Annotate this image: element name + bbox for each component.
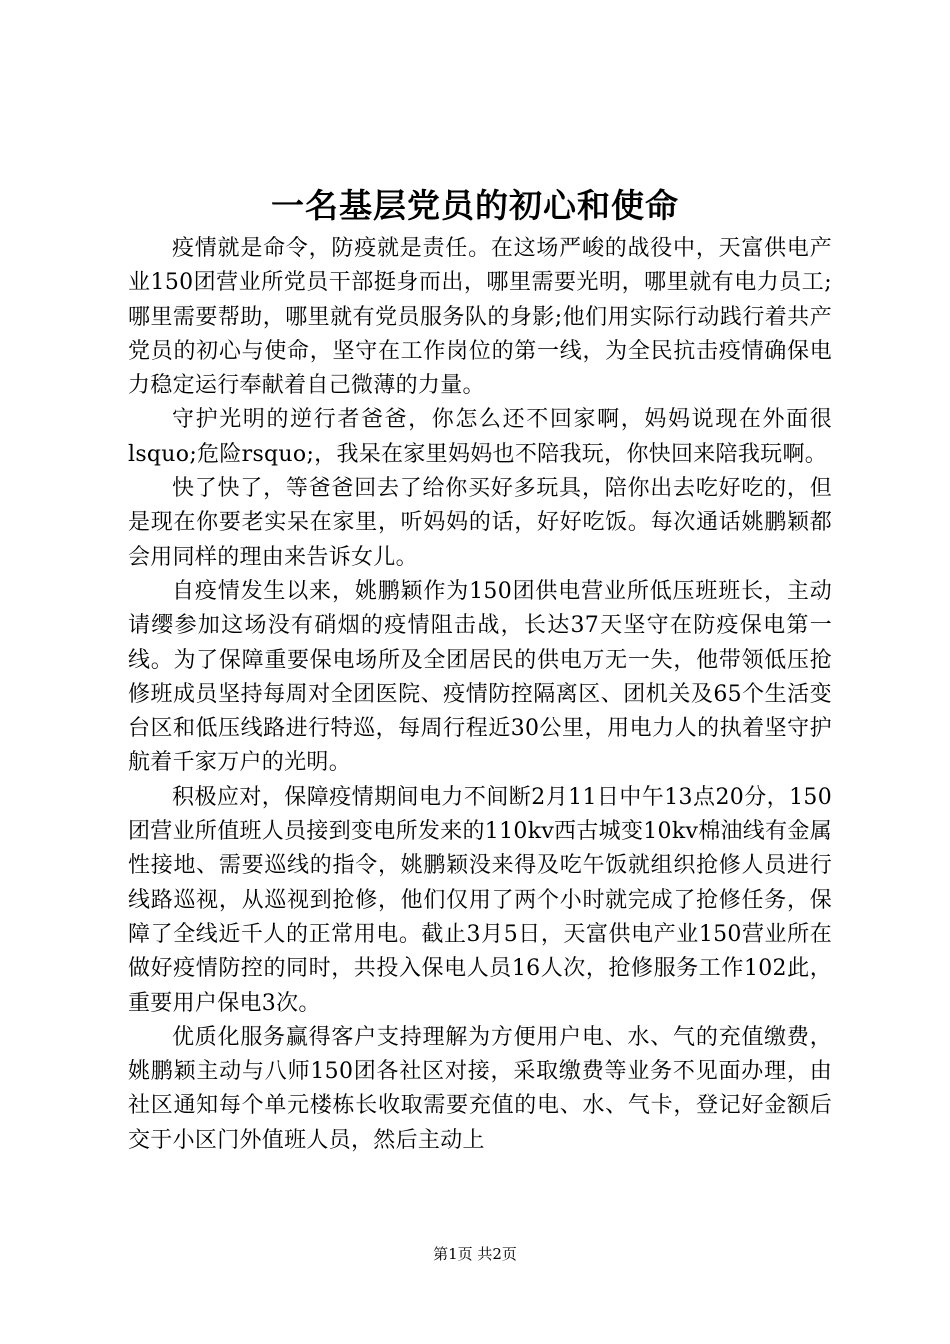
page-footer: 第1页 共2页: [433, 1245, 517, 1263]
paragraph: 守护光明的逆行者爸爸，你怎么还不回家啊，妈妈说现在外面很lsquo;危险rsquo;，我呆在家里妈妈也不陪我玩，你快回来陪我玩啊。: [128, 407, 832, 467]
paragraph: 疫情就是命令，防疫就是责任。在这场严峻的战役中，天富供电产业150团营业所党员干部挺身而出，哪里需要光明，哪里就有电力员工;哪里需要帮助，哪里就有党员服务队的身影;他们用实际行动践行着共产党员的初心与使命，坚守在工作岗位的第一线，为全民抗击疫情确保电力稳定运行奉献着自己微薄的力量。: [128, 236, 832, 399]
paragraph: 优质化服务赢得客户支持理解为方便用户电、水、气的充值缴费，姚鹏颖主动与八师150团各社区对接，采取缴费等业务不见面办理，由社区通知每个单元楼栋长收取需要充值的电、水、气卡，登记好金额后交于小区门外值班人员，然后主动上: [128, 1024, 832, 1153]
paragraph: 自疫情发生以来，姚鹏颖作为150团供电营业所低压班班长，主动请缨参加这场没有硝烟的疫情阻击战，长达37天坚守在防疫保电第一线。为了保障重要保电场所及全团居民的供电万无一失，他带领低压抢修班成员坚持每周对全团医院、疫情防控隔离区、团机关及65个生活变台区和低压线路进行特巡，每周行程近30公里，用电力人的执着坚守护航着千家万户的光明。: [128, 578, 832, 776]
document-body: [128, 232, 832, 1158]
document-title: 一名基层党员的初心和使命: [271, 186, 679, 225]
paragraph: 快了快了，等爸爸回去了给你买好多玩具，陪你出去吃好吃的，但是现在你要老实呆在家里，听妈妈的话，好好吃饭。每次通话姚鹏颖都会用同样的理由来告诉女儿。: [128, 476, 832, 570]
paragraph: 积极应对，保障疫情期间电力不间断2月11日中午13点20分，150团营业所值班人员接到变电所发来的110kv西古城变10kv棉油线有金属性接地、需要巡线的指令，姚鹏颖没来得及吃午饭就组织抢修人员进行线路巡视，从巡视到抢修，他们仅用了两个小时就完成了抢修任务，保障了全线近千人的正常用电。截止3月5日，天富供电产业150营业所在做好疫情防控的同时，共投入保电人员16人次，抢修服务工作102此，重要用户保电3次。: [128, 784, 833, 1016]
